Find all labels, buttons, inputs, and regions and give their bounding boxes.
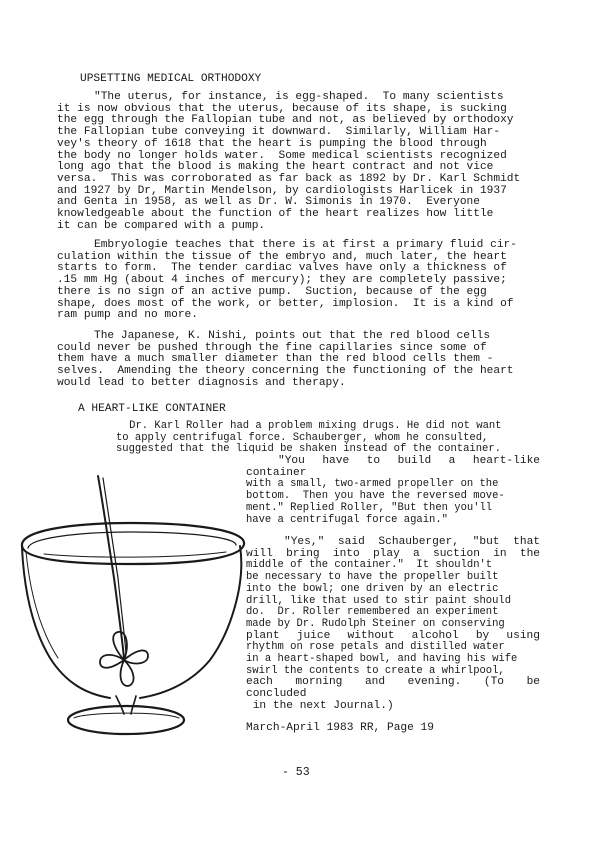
heart-shaped-bowl-sketch	[14, 468, 246, 740]
bowl-base	[68, 706, 184, 734]
text-line: bottom. Then you have the reversed move-	[246, 490, 505, 503]
text-line: selves. Amending the theory concerning the functioning of the heart	[57, 365, 514, 378]
propeller-shaft	[98, 476, 126, 658]
text-line: be necessary to have the propeller built	[246, 571, 499, 584]
text-line: vey's theory of 1618 that the heart is pumping the blood through	[57, 137, 487, 150]
text-line: will bring into play a suction in the	[246, 547, 540, 560]
section-heading-orthodoxy: UPSETTING MEDICAL ORTHODOXY	[80, 73, 262, 85]
text-line: each morning and evening. (To be	[246, 676, 540, 689]
text-line: long ago that the blood is making the heart contract and not vice	[57, 161, 494, 174]
paragraph-heart-like-container	[246, 456, 540, 526]
text-line: .15 mm Hg (about 4 inches of mercury); they are completely passive;	[57, 274, 507, 287]
text-line: it can be compared with a pump.	[57, 219, 266, 232]
text-line: ment." Replied Roller, "But then you'll	[246, 501, 493, 514]
text-line: the Fallopian tube conveying it downward. Similarly, William Har-	[57, 126, 501, 139]
text-line: swirl the contents to create a whirlpool,	[246, 664, 505, 677]
text-line: suggested that the liquid be shaken instead of the container.	[116, 443, 501, 456]
text-line: into the bowl; one driven by an electric	[246, 582, 499, 595]
text-line: to apply centrifugal force. Schauberger, whom he consulted,	[116, 431, 489, 444]
text-line: the egg through the Fallopian tube and not, as believed by orthodoxy	[57, 114, 514, 127]
text-line: there is no sign of an active pump. Suction, because of the egg	[57, 285, 487, 298]
text-line: "You have to build a heart-like	[278, 455, 540, 467]
text-line: do. Dr. Roller remembered an experiment	[246, 606, 499, 619]
section-heading-heart-container: A HEART-LIKE CONTAINER	[78, 403, 226, 415]
text-line: "Yes," said Schauberger, "but that	[284, 536, 540, 548]
text-line: shape, does most of the work, or better, implosion. It is a kind of	[57, 297, 514, 310]
text-line: have a centrifugal force again."	[246, 513, 448, 526]
bowl-body	[22, 546, 241, 698]
text-line: versa. This was corroborated as far back as 1892 by Dr. Karl Schmidt	[57, 172, 521, 185]
text-line: plant juice without alcohol by using	[246, 629, 540, 642]
paragraph-embryologie	[57, 240, 538, 322]
text-line: in a heart-shaped bowl, and having his wife	[246, 653, 518, 666]
text-line: ram pump and no more.	[57, 309, 198, 322]
text-line: "The uterus, for instance, is egg-shaped. To many scientists	[94, 91, 504, 103]
text-line: and Genta in 1958, as well as Dr. W. Simonis in 1970. Everyone	[57, 196, 480, 209]
source-citation: March-April 1983 RR, Page 19	[246, 722, 434, 734]
text-line: Embryologie teaches that there is at first a primary fluid cir-	[94, 239, 517, 251]
text-line: container	[246, 466, 307, 479]
text-line: concluded	[246, 688, 307, 701]
text-line: the body no longer holds water. Some medical scientists recognized	[57, 149, 507, 162]
text-line: in the next Journal.)	[246, 699, 394, 712]
text-line: with a small, two-armed propeller on the	[246, 478, 499, 491]
text-line: culation within the tissue of the embryo and, much later, the heart	[57, 250, 507, 263]
page-number: - 53	[282, 766, 310, 779]
text-line: drill, like that used to stir paint should	[246, 594, 512, 607]
paragraph-schauberger-reply	[246, 537, 540, 713]
bowl-rim	[22, 523, 244, 564]
text-line: Dr. Karl Roller had a problem mixing drugs. He did not want	[129, 420, 502, 432]
text-line: it is now obvious that the uterus, because of its shape, is sucking	[57, 102, 507, 115]
text-line: rhythm on rose petals and distilled water	[246, 641, 505, 654]
text-line: them have a much smaller diameter than the red blood cells them -	[57, 353, 494, 366]
text-line: made by Dr. Rudolph Steiner on conserving	[246, 617, 505, 630]
paragraph-uterus-heart	[57, 92, 538, 232]
paragraph-nishi	[57, 331, 538, 390]
text-line: and 1927 by Dr, Martin Mendelson, by cardiologists Harlicek in 1937	[57, 184, 507, 197]
text-line: could never be pushed through the fine capillaries since some of	[57, 341, 487, 354]
text-line: The Japanese, K. Nishi, points out that the red blood cells	[94, 330, 491, 342]
text-line: middle of the container." It shouldn't	[246, 559, 493, 572]
text-line: starts to form. The tender cardiac valves have only a thickness of	[57, 262, 507, 275]
text-line: would lead to better diagnosis and therapy.	[57, 376, 346, 389]
two-armed-propeller	[100, 632, 148, 686]
text-line: knowledgeable about the function of the heart realizes how little	[57, 208, 494, 221]
paragraph-roller-problem	[116, 421, 540, 456]
